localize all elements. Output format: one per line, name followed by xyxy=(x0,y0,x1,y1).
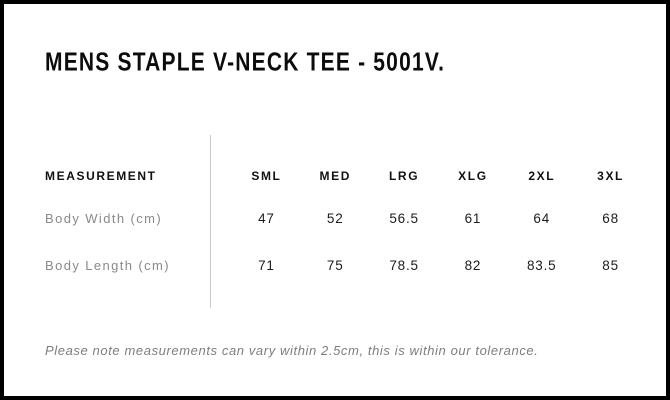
table-row-body-length xyxy=(45,256,645,274)
body-width-2xl: 64 xyxy=(533,210,551,226)
size-header-lrg: LRG xyxy=(389,169,420,183)
body-width-sml: 47 xyxy=(258,210,275,226)
size-table-header-row xyxy=(45,167,645,185)
body-length-sml: 71 xyxy=(258,257,275,273)
body-length-3xl: 85 xyxy=(602,257,619,273)
measurement-column-header: MEASUREMENT xyxy=(45,169,157,183)
size-header-xlg: XLG xyxy=(458,169,488,183)
tolerance-note: Please note measurements can vary within 2.5cm, this is within our tolerance. xyxy=(45,343,539,358)
body-width-med: 52 xyxy=(326,210,344,226)
body-length-2xl: 83.5 xyxy=(527,257,557,273)
page-title: MENS STAPLE V-NECK TEE - 5001V. xyxy=(45,48,446,77)
body-length-med: 75 xyxy=(326,257,344,273)
size-header-sml: SML xyxy=(251,169,282,183)
size-header-3xl: 3XL xyxy=(597,169,624,183)
table-row-body-width xyxy=(45,209,645,227)
size-header-med: MED xyxy=(319,169,351,183)
body-length-xlg: 82 xyxy=(464,257,482,273)
size-header-2xl: 2XL xyxy=(528,169,556,183)
row-label: Body Length (cm) xyxy=(45,257,171,273)
body-width-lrg: 56.5 xyxy=(389,210,419,226)
row-label: Body Width (cm) xyxy=(45,210,163,226)
body-length-lrg: 78.5 xyxy=(389,257,419,273)
body-width-3xl: 68 xyxy=(602,210,619,226)
body-width-xlg: 61 xyxy=(464,210,482,226)
